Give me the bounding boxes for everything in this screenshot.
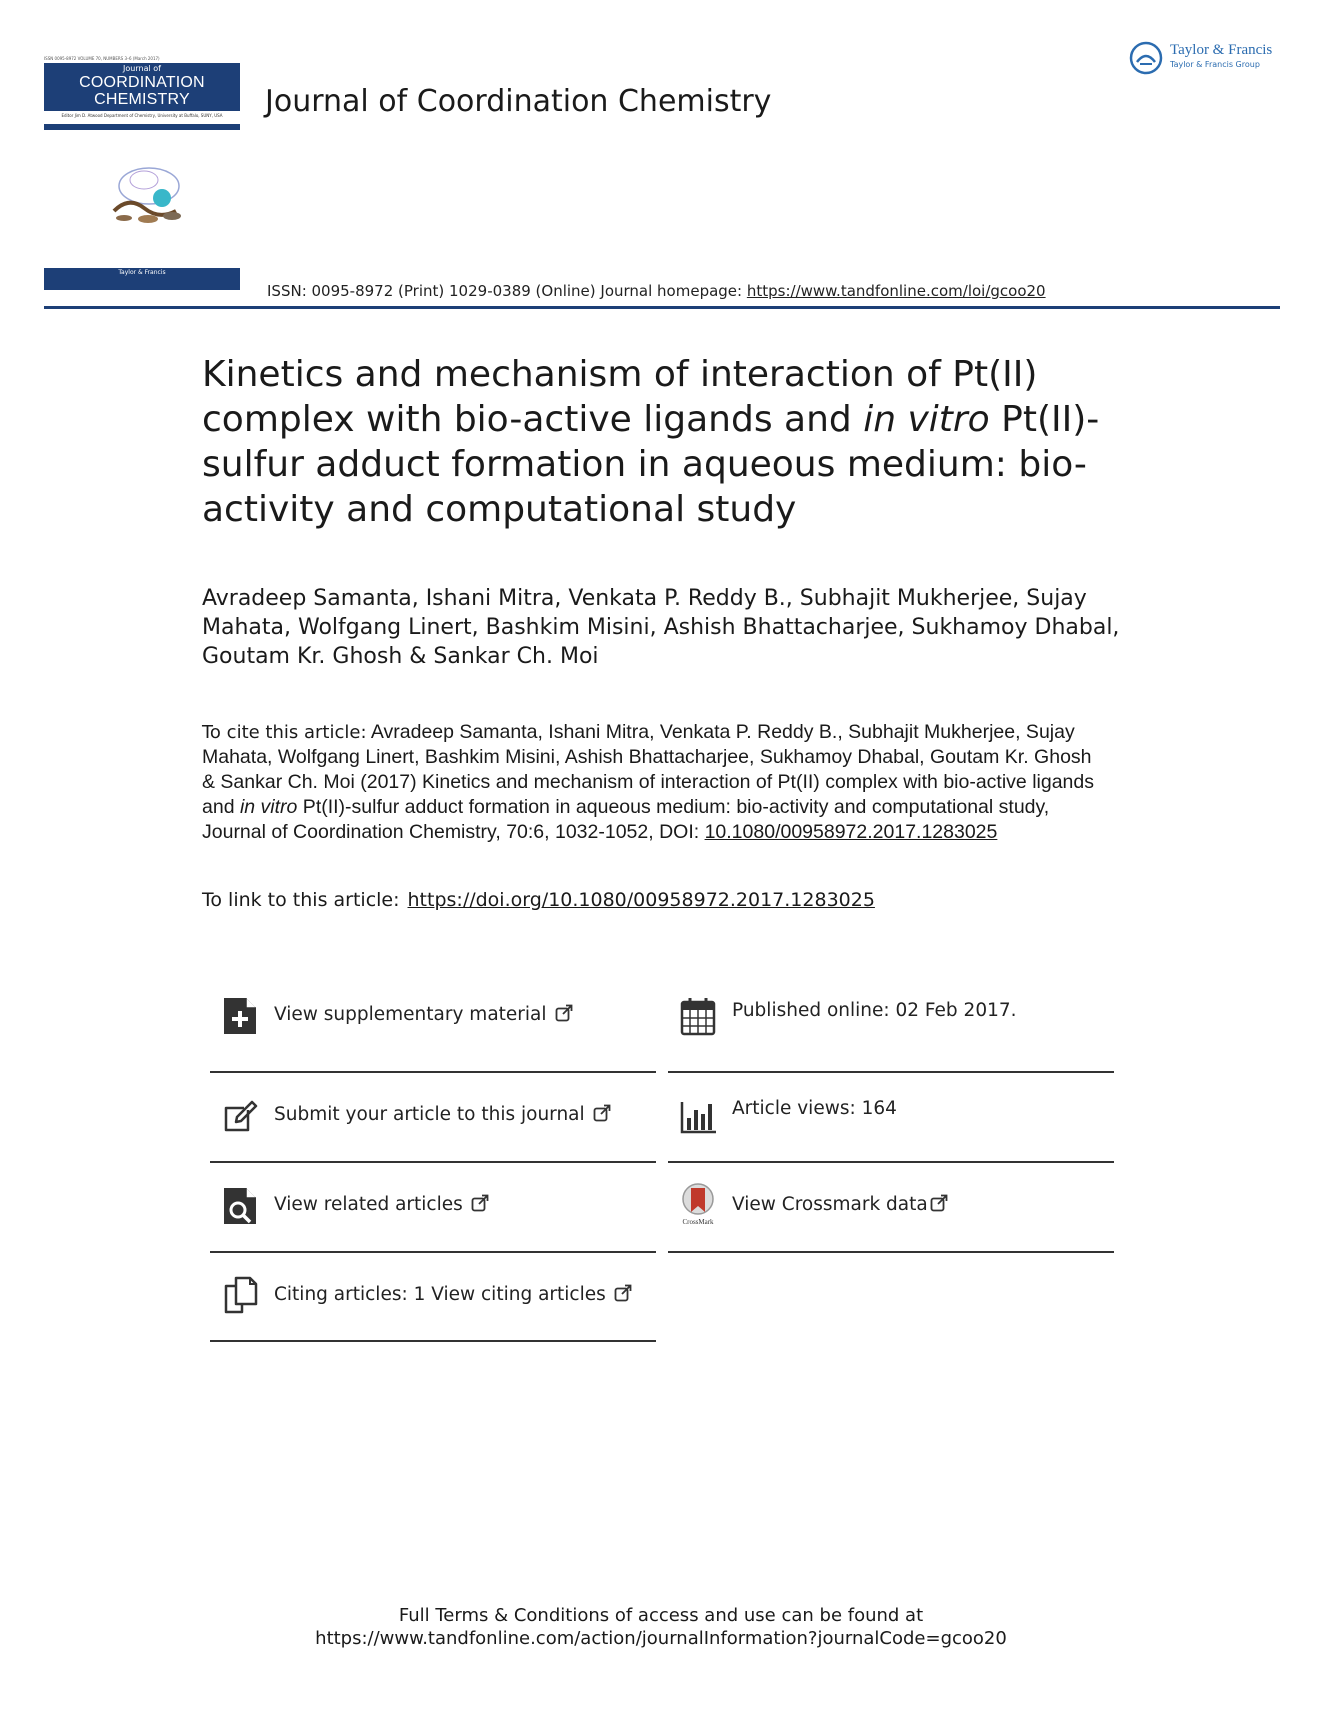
external-link-icon [555,1004,573,1022]
header-divider [44,306,1280,309]
edit-icon [222,1096,258,1136]
related-articles-text: View related articles [274,1194,463,1215]
citing-articles-text: Citing articles: 1 View citing articles [274,1284,606,1305]
external-link-icon [471,1194,489,1212]
cover-bottom-band [44,268,240,290]
cover-editor: Editor Jim D. Atwood Department of Chemistry, University at Buffalo, SUNY, USA [61,113,223,118]
published-online-info [668,974,1114,1062]
journal-homepage-link[interactable]: https://www.tandfonline.com/loi/gcoo20 [746,282,1046,300]
article-title [202,352,1122,532]
footer-terms [0,1604,1322,1650]
grid-divider [668,1251,1114,1253]
grid-divider [668,1071,1114,1073]
article-views-info [668,1074,1114,1162]
citation-label: To cite this article: [202,722,367,743]
cover-title-band [44,63,240,111]
issn-line [267,282,1046,300]
cover-bottom-label: Taylor & Francis [118,269,166,276]
citing-articles-link[interactable] [210,1254,656,1342]
external-link-icon [930,1194,948,1212]
grid-divider [668,1161,1114,1163]
submit-article-text: Submit your article to this journal [274,1104,585,1125]
crossmark-text: View Crossmark data [732,1194,928,1215]
supplementary-material-text: View supplementary material [274,1004,547,1025]
citation-text-part2: Pt(II)-sulfur adduct formation in aqueous medium: bio-activity and computational study, Journal of Coordination Chemistry, 70:6, 1032-1052, DOI: [202,796,1050,843]
published-online-label: Published online: 02 Feb 2017. [732,1000,1017,1021]
grid-divider [210,1340,656,1342]
article-title-part2: Pt(II)-sulfur adduct formation in aqueous medium: bio-activity and computational study [202,399,1100,530]
grid-divider [210,1161,656,1163]
publisher-subname: Taylor & Francis Group [1170,60,1260,69]
publisher-logo[interactable] [1128,40,1298,80]
cover-thin-band [44,124,240,130]
submit-article-link[interactable] [210,1074,656,1162]
calendar-icon [680,996,716,1036]
journal-title: Journal of Coordination Chemistry [265,84,772,119]
supplementary-material-label [274,1004,573,1025]
file-plus-icon [222,996,258,1036]
crossmark-caption: CrossMark [682,1218,714,1226]
publisher-name: Taylor & Francis [1170,42,1273,58]
citation-block [202,720,1102,845]
article-link-line [202,889,875,911]
external-link-icon [593,1104,611,1122]
journal-cover [44,56,240,292]
cover-illustration [104,156,194,286]
article-title-italic: in vitro [863,399,990,440]
citation-text-part1: Avradeep Samanta, Ishani Mitra, Venkata P. Reddy B., Subhajit Mukherjee, Sujay Mahata, Wolfgang Linert, Bashkim Misini, Ashish Bhattacharjee, Sukhamoy Dhabal, Goutam Kr. Ghosh & Sankar Ch. Moi (2017) Kinetics and mechanism of interaction of Pt(II) complex with bio-active ligands and [202,721,1094,818]
external-link-icon [614,1284,632,1302]
cover-top-strip: ISSN 0095-8972 VOLUME 70, NUMBERS 3–6 (March 2017) [44,56,160,61]
grid-divider [210,1251,656,1253]
supplementary-material-link[interactable] [210,974,656,1062]
citation-text-italic: in vitro [239,796,298,818]
bar-chart-icon [680,1096,716,1136]
cover-journal-of: Journal of [123,64,161,73]
search-document-icon [222,1186,258,1226]
copy-documents-icon [222,1276,258,1316]
citing-articles-label [274,1284,632,1305]
grid-divider [210,1071,656,1073]
issn-text: ISSN: 0095-8972 (Print) 1029-0389 (Online) Journal homepage: [267,282,747,300]
article-views-label: Article views: 164 [732,1098,897,1119]
footer-terms-url[interactable]: https://www.tandfonline.com/action/journalInformation?journalCode=gcoo20 [315,1628,1007,1649]
article-doi-url[interactable]: https://doi.org/10.1080/00958972.2017.1283025 [407,889,875,911]
crossmark-icon [680,1182,716,1226]
footer-line1: Full Terms & Conditions of access and use can be found at [398,1605,924,1626]
article-link-label: To link to this article: [202,889,400,911]
citation-doi-link[interactable]: 10.1080/00958972.2017.1283025 [704,821,998,843]
crossmark-label [732,1194,948,1215]
tf-logo-icon [1128,40,1164,76]
cover-name-line2: CHEMISTRY [94,91,190,108]
crossmark-link[interactable] [668,1164,1114,1252]
cover-name-line1: COORDINATION [79,74,205,91]
related-articles-link[interactable] [210,1164,656,1252]
article-title-part1: Kinetics and mechanism of interaction of Pt(II) complex with bio-active ligands and [202,354,1038,440]
submit-article-label [274,1104,611,1125]
article-authors: Avradeep Samanta, Ishani Mitra, Venkata P. Reddy B., Subhajit Mukherjee, Sujay Mahata, Wolfgang Linert, Bashkim Misini, Ashish Bhattacharjee, Sukhamoy Dhabal, Goutam Kr. Ghosh & Sankar Ch. Moi [202,586,1120,669]
related-articles-label [274,1194,489,1215]
